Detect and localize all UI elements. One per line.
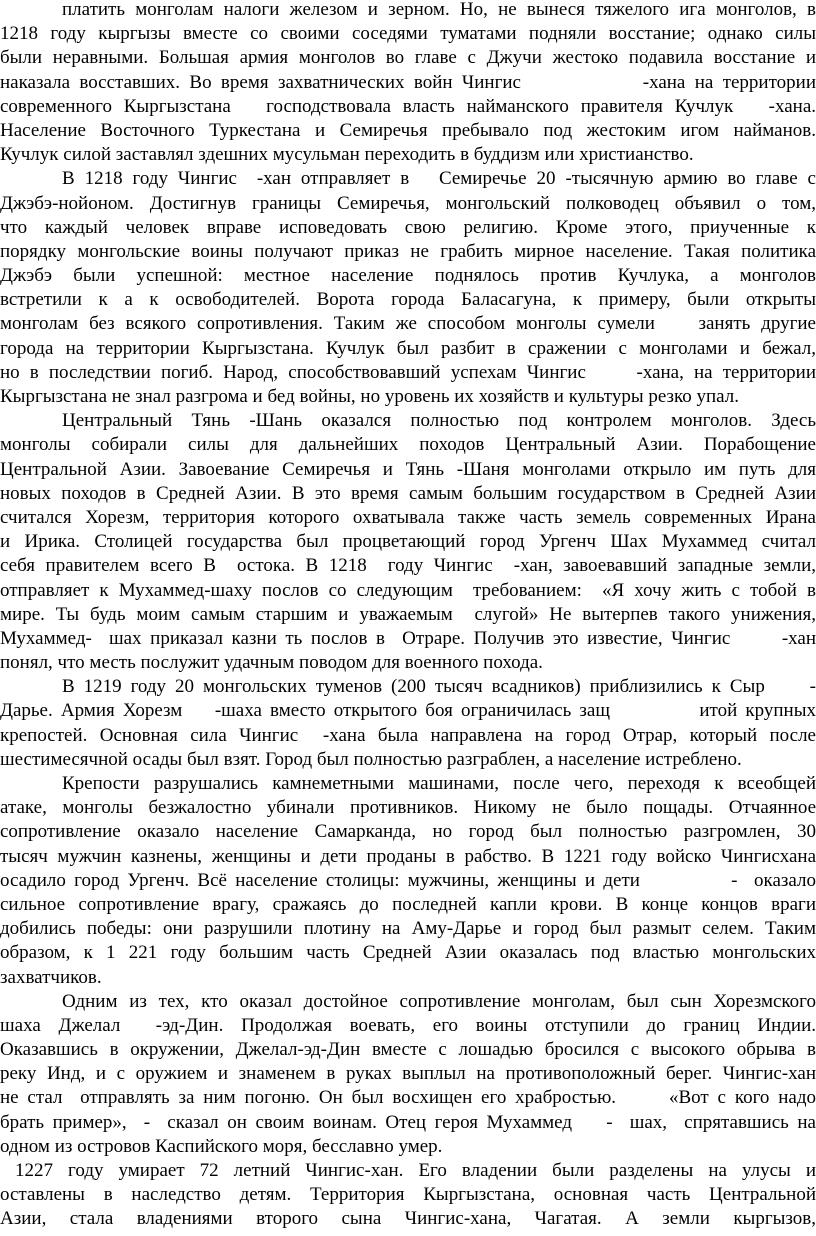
text-line: наказала восставших. Во время захватнических войн Чингис -хана на территории bbox=[0, 71, 816, 93]
text-line: Центральный Тянь -Шань оказался полностью под контролем монголов. Здесь bbox=[62, 410, 816, 432]
text-line: Дарье. Армия Хорезм -шаха вместо открытого боя ограничилась защ итой крупных bbox=[0, 700, 816, 722]
text-line: отправляет к Мухаммед-шаху послов со следующим требованием: «Я хочу жить с тобой в bbox=[0, 579, 816, 601]
text-line: 1227 году умирает 72 летний Чингис-хан. Его владении были разделены на улусы и bbox=[0, 1160, 816, 1181]
text-line: Азии, стала владениями второго сына Чингис-хана, Чагатая. А земли кыргызов, bbox=[0, 1208, 816, 1230]
text-line: оставлены в наследство детям. Территория Кыргызстана, основная часть Центральной bbox=[0, 1184, 816, 1206]
text-line: осадило город Ургенч. Всё население столицы: мужчины, женщины и дети - оказало bbox=[0, 869, 816, 891]
text-line: города на территории Кыргызстана. Кучлук был разбит в сражении с монголами и бежал, bbox=[0, 337, 816, 359]
text-line: Джэбэ-нойоном. Достигнув границы Семиречья, монгольский полководец объявил о том, bbox=[0, 192, 816, 214]
text-line: но в последствии погиб. Народ, способствовавший успехам Чингис -хана, на территории bbox=[0, 361, 816, 383]
text-line: сопротивление оказало население Самарканда, но город был полностью разгромлен, 30 bbox=[0, 821, 816, 843]
text-line: Кыргызстана не знал разгрома и бед войны, но уровень их хозяйств и культуры резко упал. bbox=[0, 386, 740, 407]
text-line: захватчиков. bbox=[0, 966, 102, 988]
text-line: шестимесячной осады был взят. Город был полностью разграблен, а население истреблено. bbox=[0, 748, 742, 770]
text-line: Кучлук силой заставлял здешних мусульман переходить в буддизм или христианство. bbox=[0, 144, 694, 166]
text-line: 1218 году кыргызы вместе со своими соседями туматами подняли восстание; однако силы bbox=[0, 23, 816, 45]
text-line: современного Кыргызстана господствовала власть найманского правителя Кучлук -хана. bbox=[0, 95, 816, 117]
text-line: Крепости разрушались камнеметными машинами, после чего, переходя к всеобщей bbox=[62, 773, 816, 794]
text-line: сильное сопротивление врагу, сражаясь до последней капли крови. В конце концов враги bbox=[0, 893, 816, 915]
text-line: крепостей. Основная сила Чингис -хана была направлена на город Отрар, который после bbox=[0, 724, 816, 746]
text-line: платить монголам налоги железом и зерном. Но, не вынеся тяжелого ига монголов, в bbox=[62, 0, 816, 20]
text-line: считался Хорезм, территория которого охватывала также часть земель современных Ирана bbox=[0, 506, 816, 528]
text-line: Мухаммед- шах приказал казни ть послов в Отраре. Получив это известие, Чингис -хан bbox=[0, 627, 816, 649]
text-line: понял, что месть послужит удачным поводом для военного похода. bbox=[0, 652, 543, 674]
text-line: реку Инд, и с оружием и знаменем в руках выплыл на противоположный берег. Чингис-хан bbox=[0, 1063, 816, 1085]
text-line: и Ирика. Столицей государства был процветающий город Ургенч Шах Мухаммед считал bbox=[0, 531, 816, 553]
text-line: встретили к а к освободителей. Ворота города Баласагуна, к примеру, были открыты bbox=[0, 289, 816, 311]
text-line: что каждый человек вправе исповедовать свою религию. Кроме этого, приученные к bbox=[0, 216, 816, 238]
text-line: новых походов в Средней Азии. В это время самым большим государством в Средней Азии bbox=[0, 482, 816, 504]
text-line: В 1218 году Чингис -хан отправляет в Семиречье 20 -тысячную армию во главе с bbox=[62, 168, 816, 190]
text-line: мире. Ты будь моим самым старшим и уважаемым слугой» Не вытерпев такого унижения, bbox=[0, 603, 816, 625]
text-line: В 1219 году 20 монгольских туменов (200 тысяч всадников) приблизились к Сыр - bbox=[62, 676, 816, 698]
text-line: брать пример», - сказал он своим воинам. Отец героя Мухаммед - шах, спрятавшись на bbox=[0, 1111, 816, 1133]
text-line: не стал отправлять за ним погоню. Он был восхищен его храбростью. «Вот с кого надо bbox=[0, 1087, 816, 1109]
text-line: монголы собирали силы для дальнейших походов Центральный Азии. Порабощение bbox=[0, 434, 816, 456]
text-line: порядку монгольские воины получают приказ не грабить мирное население. Такая политика bbox=[0, 240, 816, 262]
text-line: шаха Джелал -эд-Дин. Продолжая воевать, его воины отступили до границ Индии. bbox=[0, 1014, 816, 1036]
text-line: тысяч мужчин казнены, женщины и дети проданы в рабство. В 1221 году войско Чингисхана bbox=[0, 845, 816, 867]
text-line: добились победы: они разрушили плотину на Аму-Дарье и город был размыт селем. Таким bbox=[0, 918, 816, 940]
text-line: Население Восточного Туркестана и Семиречья пребывало под жестоким игом найманов. bbox=[0, 119, 816, 141]
text-line: Одним из тех, кто оказал достойное сопротивление монголам, был сын Хорезмского bbox=[62, 990, 816, 1012]
text-line: монголам без всякого сопротивления. Таким же способом монголы сумели занять другие bbox=[0, 313, 816, 335]
text-line: себя правителем всего В остока. В 1218 году Чингис -хан, завоевавший западные земли, bbox=[0, 555, 816, 577]
text-line: были неравными. Большая армия монголов во главе с Джучи жестоко подавила восстание и bbox=[0, 47, 816, 69]
text-line: одном из островов Каспийского моря, бесславно умер. bbox=[0, 1135, 443, 1157]
text-line: Центральной Азии. Завоевание Семиречья и Тянь -Шаня монголами открыло им путь для bbox=[0, 458, 816, 480]
text-line: атаке, монголы безжалостно убинали противников. Никому не было пощады. Отчаянное bbox=[0, 797, 816, 819]
text-line: образом, к 1 221 году большим часть Средней Азии оказалась под властью монгольских bbox=[0, 942, 816, 964]
text-line: Оказавшись в окружении, Джелал-эд-Дин вместе с лошадью бросился с высокого обрыва в bbox=[0, 1039, 816, 1061]
text-line: Джэбэ были успешной: местное население поднялось против Кучлука, а монголов bbox=[0, 265, 816, 287]
